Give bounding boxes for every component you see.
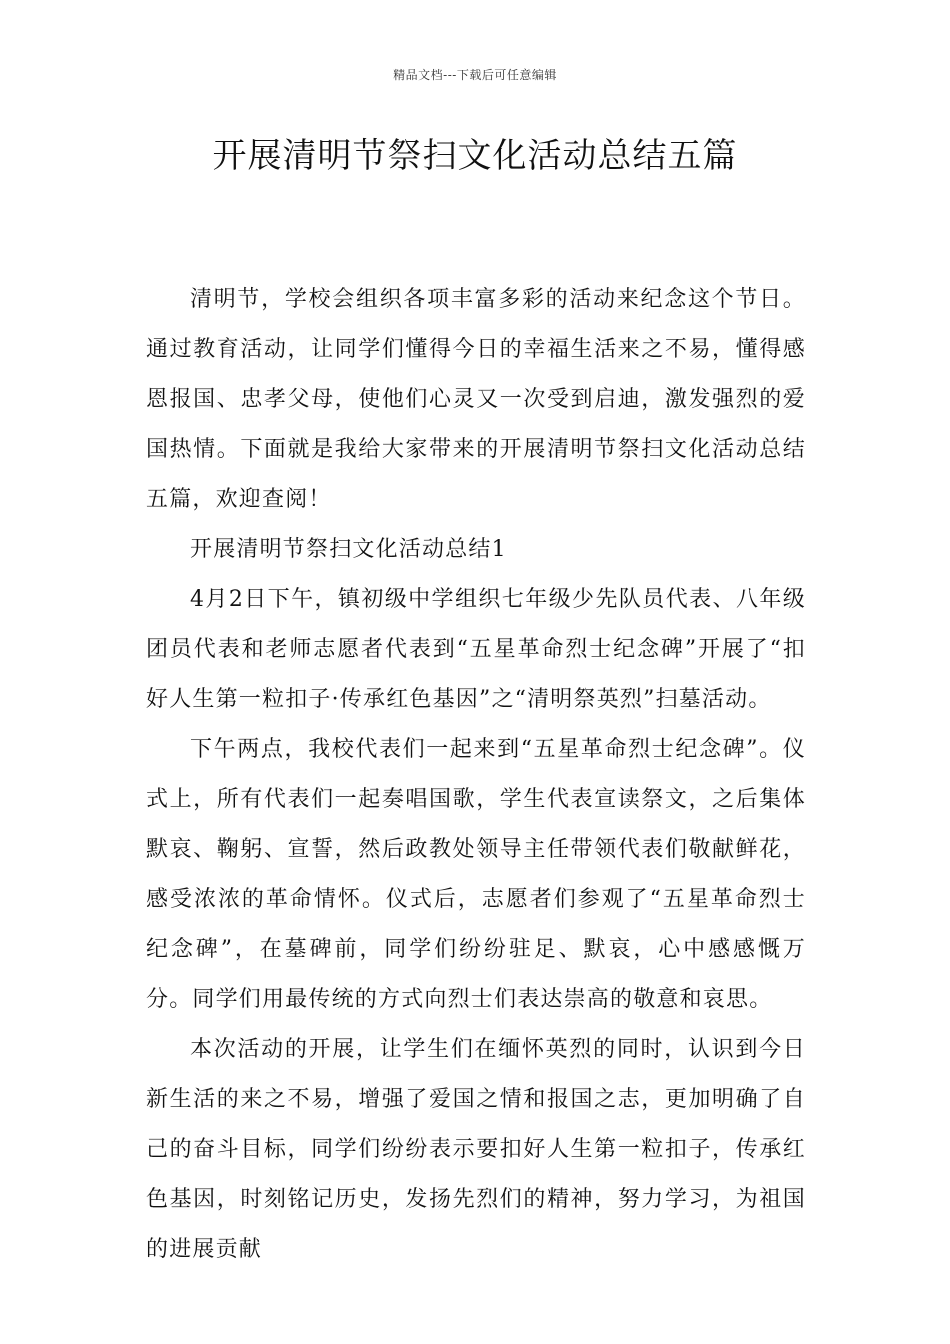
ceremony-paragraph: 下午两点，我校代表们一起来到“五星革命烈士纪念碑”。仪式上，所有代表们一起奏唱国歌，学生代表宣读祭文，之后集体默哀、鞠躬、宣誓，然后政教处领导主任带领代表们敬献鲜花，感受浓浓的革命情怀。仪式后，志愿者们参观了“五星革命烈士纪念碑”，在墓碑前，同学们纷纷驻足、默哀，心中感感慨万分。同学们用最传统的方式向烈士们表达崇高的敬意和哀思。 [146, 737, 806, 1012]
header-note: 精品文档---下载后可任意编辑 [393, 68, 557, 82]
section-heading-1: 开展清明节祭扫文化活动总结1 [190, 537, 507, 562]
intro-paragraph: 清明节，学校会组织各项丰富多彩的活动来纪念这个节日。通过教育活动，让同学们懂得今日的幸福生活来之不易，懂得感恩报国、忠孝父母，使他们心灵又一次受到启迪，激发强烈的爱国热情。下面就是我给大家带来的开展清明节祭扫文化活动总结五篇，欢迎查阅！ [146, 287, 806, 512]
document-title: 开展清明节祭扫文化活动总结五篇 [212, 136, 738, 176]
meaning-paragraph: 本次活动的开展，让学生们在缅怀英烈的同时，认识到今日新生活的来之不易，增强了爱国之情和报国之志，更加明确了自己的奋斗目标，同学们纷纷表示要扣好人生第一粒扣子，传承红色基因，时刻铭记历史，发扬先烈们的精神，努力学习，为祖国的进展贡献 [146, 1037, 806, 1262]
event-paragraph: 4月2日下午，镇初级中学组织七年级少先队员代表、八年级团员代表和老师志愿者代表到“五星革命烈士纪念碑”开展了“扣好人生第一粒扣子·传承红色基因”之“清明祭英烈”扫墓活动。 [146, 587, 806, 712]
